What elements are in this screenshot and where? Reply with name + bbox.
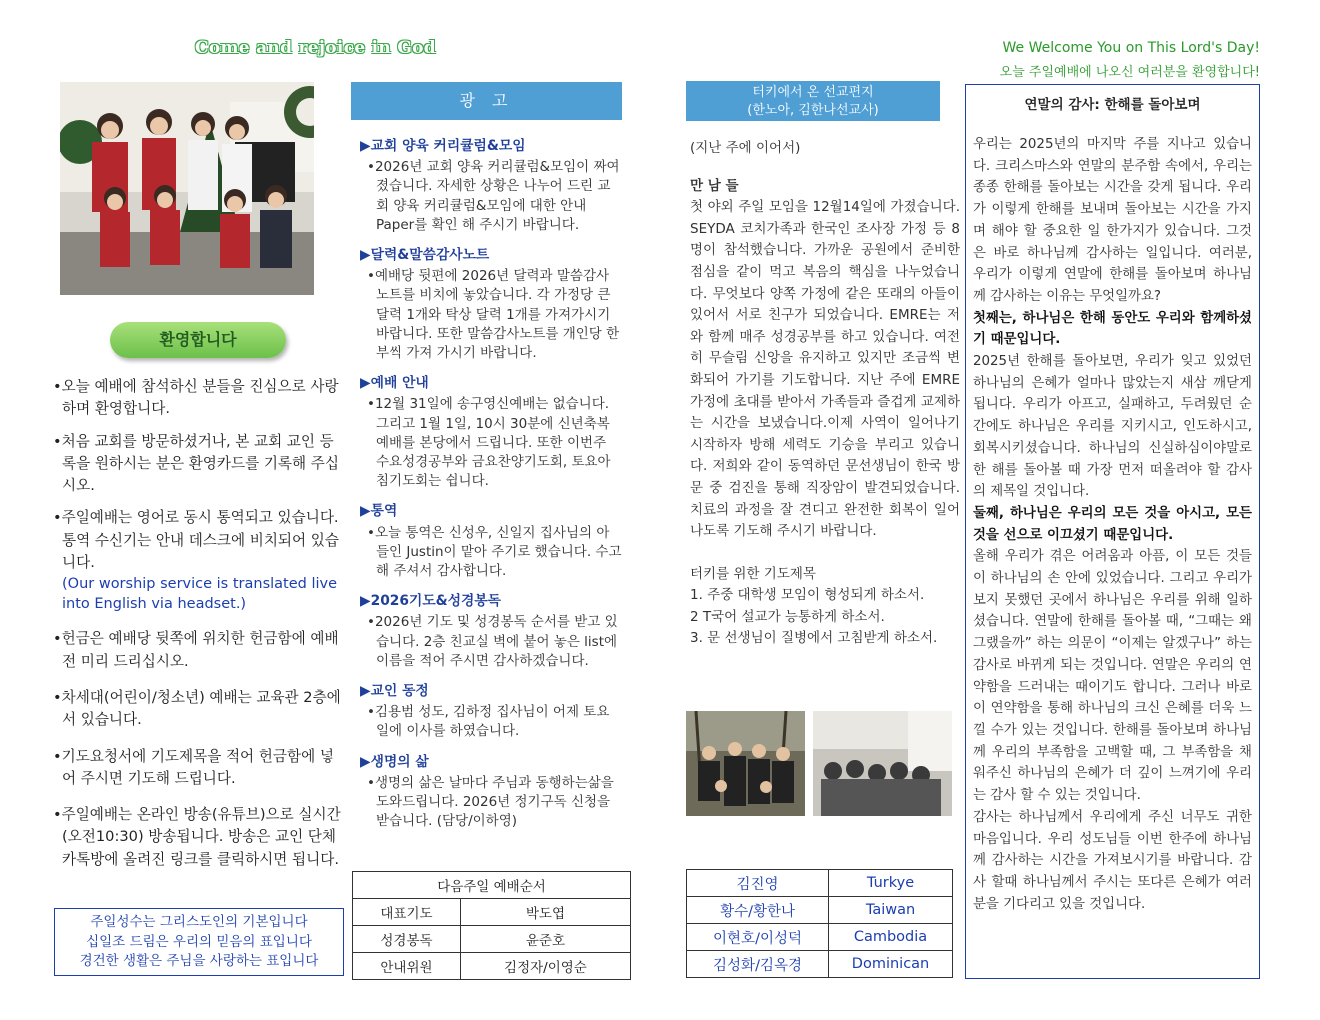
announcement-item bbox=[360, 246, 622, 363]
next-service-table bbox=[352, 871, 631, 980]
table-row bbox=[353, 953, 631, 980]
notice-item: •기도요청서에 기도제목을 적어 헌금함에 넣어 주시면 기도해 드립니다. bbox=[53, 747, 334, 787]
table-row bbox=[687, 951, 953, 978]
article-paragraph: 올해 우리가 겪은 어려움과 아픔, 이 모든 것들이 하나님의 손 안에 있었습니다. 그리고 우리가 보지 못했던 곳에서 하나님은 우리를 위해 일하셨습니다. 연말에 한해를 돌아볼 때, “그때는 왜 그랬을까” 하는 의문이 “이제는 알겠구나” 하는 감사로 바뀌게 되는 것입니다. 연말은 우리의 연약함을 드러내는 때이기도 합니다. 그러나 바로 이 연약함을 통해 하나님의 크신 은혜를 더욱 느낄 수가 있는 것입니다. 한해를 돌아보며 하나님께 우리의 부족함을 고백할 때, 그 부족함을 채워주신 하나님의 은혜가 더 깊이 느껴기에 우리는 감사 할 수 있는 것입니다. bbox=[973, 549, 1252, 804]
table-row bbox=[687, 897, 953, 924]
mission-photo-gathering bbox=[813, 711, 952, 816]
table-row bbox=[687, 870, 953, 897]
motto-line: 십일조 드림은 우리의 믿음의 표입니다 bbox=[86, 933, 312, 950]
announcement-item bbox=[360, 592, 622, 671]
announcement-body: •생명의 삶은 날마다 주님과 동행하는삶을 도와드립니다. 2026년 정기구독 신청을 받습니다. (담당/이하영) bbox=[367, 774, 614, 830]
missionary-name: 이현호/이성덕 bbox=[687, 924, 829, 951]
continued-note: (지난 주에 이어서) bbox=[690, 140, 801, 156]
announcement-body: •12월 31일에 송구영신예배는 없습니다. 그리고 1월 1일, 10시 30분에 신년축복예배를 본당에서 드립니다. 또한 이번주 수요성경공부와 금요찬양기도회, 토요아침기도회는 쉽니다. bbox=[367, 396, 611, 490]
translation-note: (Our worship service is translated live into English via headset.) bbox=[62, 576, 338, 613]
announcement-title: ▶통역 bbox=[360, 503, 398, 520]
notice-item: •처음 교회를 방문하셨거나, 본 교회 교인 등록을 원하시는 분은 환영카드를 기록해 주십시오. bbox=[53, 432, 339, 495]
thanks-title: 연말의 감사: 한해를 돌아보며 bbox=[1024, 97, 1201, 113]
announcement-title: ▶달력&말씀감사노트 bbox=[360, 247, 490, 264]
service-role: 성경봉독 bbox=[353, 926, 461, 953]
notice-item: •주일예배는 영어로 동시 통역되고 있습니다. 통역 수신기는 안내 데스크에 비치되어 있습니다. bbox=[53, 509, 339, 572]
announcement-body: •2026년 교회 양육 커리큘럼&모임이 짜여졌습니다. 자세한 상황은 나누어 드린 교회 양육 커리큘럼&모임에 대한 안내 Paper를 확인 해 주시기 바랍니다. bbox=[367, 159, 620, 233]
announcement-body: •2026년 기도 및 성경봉독 순서를 받고 있습니다. 2층 친교실 벽에 붙어 놓은 list에 이름을 적어 주시면 감사하겠습니다. bbox=[367, 614, 618, 669]
announcement-item bbox=[360, 502, 622, 581]
prayer-item: 1. 주중 대학생 모임이 형성되게 하소서. bbox=[690, 587, 925, 604]
article-paragraph: 2025년 한해를 돌아보면, 우리가 잊고 있었던 하나님의 은혜가 얼마나 많았는지 새삼 깨닫게 됩니다. 우리가 아프고, 실패하고, 두려웠던 순간에도 하나님은 우리를 지키시고, 인도하시고, 회복시키셨습니다. 하나님의 신실하심이야말로 한 해를 돌아볼 때 가장 먼저 떠올려야 할 감사의 제목일 것입니다. bbox=[973, 354, 1252, 500]
letter-body: 첫 야외 주일 모임을 12월14일에 가졌습니다. SEYDA 코치가족과 한국인 조사장 가정 등 8명이 참석했습니다. 가까운 공원에서 준비한 점심을 같이 먹고 복음의 핵심을 나누었습니다. 무엇보다 양쪽 가정에 같은 또래의 아들이 있어서 서로 친구가 되었습니다. EMRE는 저와 함께 매주 성경공부를 하고 있습니다. 여전히 무슬림 신앙을 유지하고 있지만 조금씩 변화되어 가기를 기도합니다. 지난 주에 EMRE 가정에 초대를 받아서 가족들과 즐겁게 교제하는 시간을 보냈습니다.이제 사역이 일어나기 시작하자 방해 세력도 기승을 부리고 있습니다. 저희와 같이 동역하던 문선생님이 한국 방문 중 검진을 통해 직장암이 발견되었습니다. 치료의 과정을 잘 견디고 완전한 회복이 일어나도록 기도해 주시기 바랍니다. bbox=[690, 199, 960, 540]
prayer-item: 2 T국어 설교가 능통하게 하소서. bbox=[690, 608, 885, 625]
announcement-title: ▶교인 동정 bbox=[360, 683, 429, 700]
welcome-english: We Welcome You on This Lord's Day! bbox=[1002, 40, 1260, 56]
table-row bbox=[353, 926, 631, 953]
missionary-name: 김진영 bbox=[687, 870, 829, 897]
notice-item: •주일예배는 온라인 방송(유튜브)으로 실시간 (오전10:30) 방송됩니다. 방송은 교인 단체 카톡방에 올려진 링크를 클릭하시면 됩니다. bbox=[53, 806, 341, 868]
missionary-country: Cambodia bbox=[829, 924, 953, 951]
notice-item: •오늘 예배에 참석하신 분들을 진심으로 사랑하며 환영합니다. bbox=[53, 378, 339, 418]
motto-line: 주일성수는 그리스도인의 기본입니다 bbox=[90, 914, 308, 930]
announcement-item bbox=[360, 374, 622, 491]
service-table-header: 다음주일 예배순서 bbox=[353, 872, 631, 899]
missionary-name: 김성화/김옥경 bbox=[687, 951, 829, 978]
article-paragraph: 우리는 2025년의 마지막 주를 지나고 있습니다. 크리스마스와 연말의 분주함 속에서, 우리는 종종 한해를 돌아보는 시간을 갖게 됩니다. 우리가 이렇게 한해를 보내며 돌아보는 시간을 가지며 해야 할 중요한 일 한가지가 있습니다. 그것은 바로 하나님께 감사하는 일입니다. 여러분, 우리가 이렇게 연말에 한해를 돌아보며 하나님께 감사하는 이유는 무엇일까요? bbox=[973, 137, 1252, 304]
welcome-notices bbox=[53, 376, 345, 881]
missionary-country: Taiwan bbox=[829, 897, 953, 924]
service-role: 대표기도 bbox=[353, 899, 461, 926]
mission-heading-line: 터키에서 온 선교편지 bbox=[752, 85, 874, 100]
mission-letter-heading bbox=[686, 81, 940, 121]
article-paragraph: 감사는 하나님께서 우리에게 주신 너무도 귀한 마음입니다. 우리 성도님들 이번 한주에 하나님께 감사하는 시간을 가져보시기를 바랍니다. 감사 할때 하나님께서 주시는 또다른 은혜가 여러분을 기다리고 있을 것입니다. bbox=[973, 809, 1252, 912]
motto-box bbox=[54, 908, 344, 976]
motto-line: 경건한 생활은 주님을 사랑하는 표입니다 bbox=[79, 953, 319, 969]
prayer-title: 터키를 위한 기도제목 bbox=[690, 565, 816, 582]
missionary-name: 황수/황한나 bbox=[687, 897, 829, 924]
service-person: 김정자/이영순 bbox=[460, 953, 630, 980]
missionary-table bbox=[686, 869, 953, 978]
announcement-title: ▶예배 안내 bbox=[360, 375, 429, 392]
table-row bbox=[353, 899, 631, 926]
choir-photo bbox=[60, 82, 314, 295]
announcement-body: •김용범 성도, 김하정 집사님이 어제 토요일에 이사를 하였습니다. bbox=[367, 704, 610, 740]
announcements-list bbox=[360, 137, 622, 843]
announcement-item bbox=[360, 753, 622, 832]
announcement-item bbox=[360, 137, 622, 235]
service-person: 윤준호 bbox=[460, 926, 630, 953]
notice-item: •헌금은 예배당 뒷쪽에 위치한 헌금함에 예배전 미리 드리십시오. bbox=[53, 630, 339, 670]
tagline: Come and rejoice in God bbox=[195, 38, 436, 58]
table-row bbox=[687, 924, 953, 951]
welcome-badge: 환영합니다 bbox=[110, 322, 286, 358]
announcement-body: •예배당 뒷편에 2026년 달력과 말씀감사노트를 비치에 놓았습니다. 각 가정당 큰달력 1개와 탁상 달력 1개를 가져가시기 바랍니다. 또한 말씀감사노트를 개인당 한부씩 가져 가시기 바랍니다. bbox=[367, 268, 620, 362]
service-person: 박도엽 bbox=[460, 899, 630, 926]
article-heading: 첫째는, 하나님은 한해 동안도 우리와 함께하셨기 때문입니다. bbox=[973, 310, 1252, 348]
welcome-korean: 오늘 주일예배에 나오신 여러분을 환영합니다! bbox=[999, 65, 1260, 80]
announcement-body: •오늘 통역은 신성우, 신일지 집사님의 아들인 Justin이 맡아 주기로 했습니다. 수고해 주셔서 감사합니다. bbox=[367, 524, 622, 580]
announcement-title: ▶2026기도&성경봉독 bbox=[360, 593, 502, 610]
prayer-item: 3. 문 선생님이 질병에서 고침받게 하소서. bbox=[690, 630, 938, 647]
service-role: 안내위원 bbox=[353, 953, 461, 980]
announcement-title: ▶교회 양육 커리큘럼&모임 bbox=[360, 138, 526, 154]
mission-letter bbox=[690, 138, 960, 650]
mission-heading-line: (한노아, 김한나선교사) bbox=[747, 103, 879, 118]
missionary-country: Turkye bbox=[829, 870, 953, 897]
mission-photo-group bbox=[686, 711, 805, 816]
announcement-item bbox=[360, 682, 622, 742]
notice-item: •차세대(어린이/청소년) 예배는 교육관 2층에서 있습니다. bbox=[53, 688, 341, 729]
letter-subtitle: 만 남 들 bbox=[690, 177, 739, 194]
announcements-heading: 광 고 bbox=[351, 82, 622, 120]
missionary-country: Dominican bbox=[829, 951, 953, 978]
announcement-title: ▶생명의 삶 bbox=[360, 753, 429, 770]
article-heading: 둘째, 하나님은 우리의 모든 것을 아시고, 모든 것을 선으로 이끄셨기 때문입니다. bbox=[973, 505, 1252, 543]
thanks-article bbox=[973, 134, 1252, 915]
